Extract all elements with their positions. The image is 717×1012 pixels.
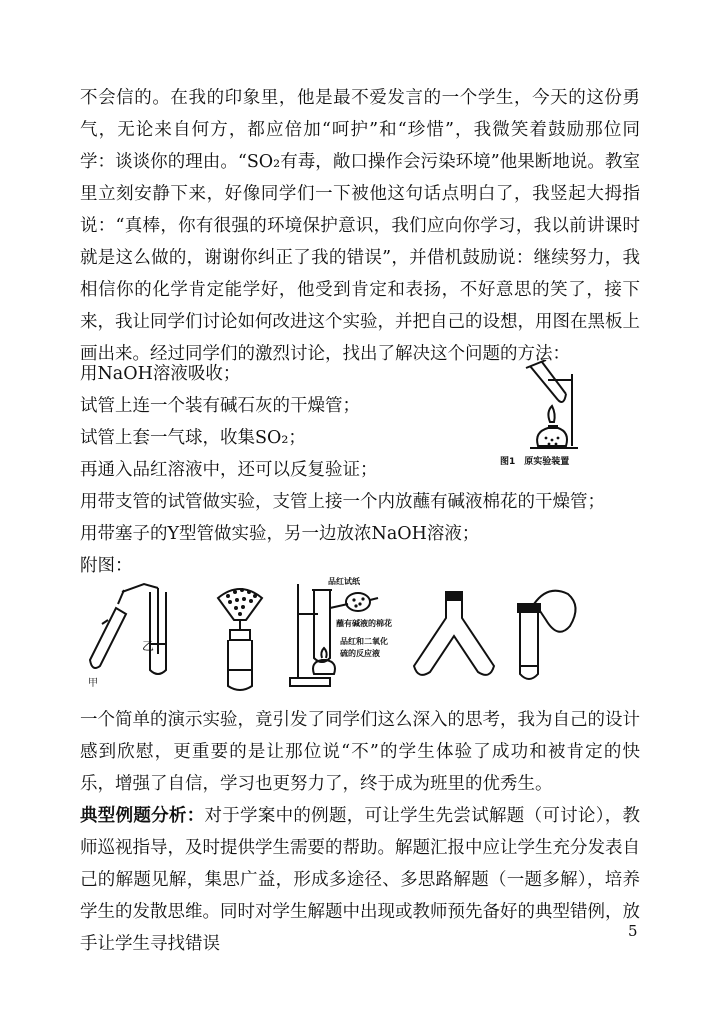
paragraph-story: 不会信的。在我的印象里，他是最不爱发言的一个学生，今天的这份勇气，无论来自何方，都应倍加“呵护”和“珍惜”，我微笑着鼓励那位同学：谈谈你的理由。“SO₂有毒，敞口操作会污染环境”他果断地说。教室里立刻安静下来，好像同学们一下被他这句话点明白了，我竖起大拇指说：“真棒，你有很强的环境保护意识，我们应向你学习，我以前讲课时就是这么做的，谢谢你纠正了我的错误”，并借机鼓励说：继续努力，我相信你的化学肯定能学好，他受到肯定和表扬，不好意思的笑了，接下来，我让同学们讨论如何改进这个实验，并把自己的设想，用图在黑板上画出来。经过同学们的激烈讨论，找出了解决这个问题的方法：	[80, 88, 640, 364]
figure1-caption: 图1 原实验装置	[500, 457, 570, 467]
method-item-4: 再通入品红溶液中，还可以反复验证；	[80, 460, 378, 480]
label-jia: 甲	[88, 678, 98, 689]
page-number: 5	[628, 922, 638, 940]
label-reaction-line2: 硫的反应液	[340, 649, 380, 658]
label-cotton: 蘸有碱液的棉花	[336, 619, 392, 628]
label-reaction-line1: 品红和二氧化	[340, 637, 388, 646]
label-pinhong-paper: 品红试纸	[328, 577, 360, 586]
method-item-3: 试管上套一气球，收集SO₂；	[80, 428, 306, 448]
apparatus-drying-tube	[218, 589, 262, 690]
figure-improved-apparatuses	[78, 574, 598, 694]
label-yi: 乙	[142, 639, 155, 653]
method-item-2: 试管上连一个装有碱石灰的干燥管；	[80, 396, 360, 416]
figure-original-apparatus	[490, 360, 620, 470]
section-heading: 典型例题分析：	[80, 806, 205, 826]
apparatus-tube-to-tube	[90, 584, 166, 674]
section-body: 对于学案中的例题，可让学生先尝试解题（可讨论），教师巡视指导，及时提供学生需要的帮助。解题汇报中应让学生充分发表自己的解题见解，集思广益，形成多途径、多思路解题（一题多解），培养学生的发散思维。同时对学生解题中出现或教师预先备好的典型错例，放手让学生寻找错误	[80, 806, 641, 954]
method-item-6: 用带塞子的Y型管做实验，另一边放浓NaOH溶液；	[80, 524, 480, 544]
method-item-5: 用带支管的试管做实验，支管上接一个内放蘸有碱液棉花的干燥管；	[80, 492, 605, 512]
paragraph-example-analysis	[80, 800, 640, 960]
appendix-label: 附图：	[80, 556, 133, 576]
apparatus-y-tube	[414, 592, 494, 675]
apparatus-side-arm-tube	[290, 584, 378, 686]
apparatus-balloon-tube	[518, 591, 576, 679]
paragraph-reflection: 一个简单的演示实验，竟引发了同学们这么深入的思考，我为自己的设计感到欣慰，更重要的是让那位说“不”的学生体验了成功和被肯定的快乐，增强了自信，学习也更努力了，终于成为班里的优秀生。	[80, 710, 640, 794]
method-item-1: 用NaOH溶液吸收；	[80, 364, 241, 384]
